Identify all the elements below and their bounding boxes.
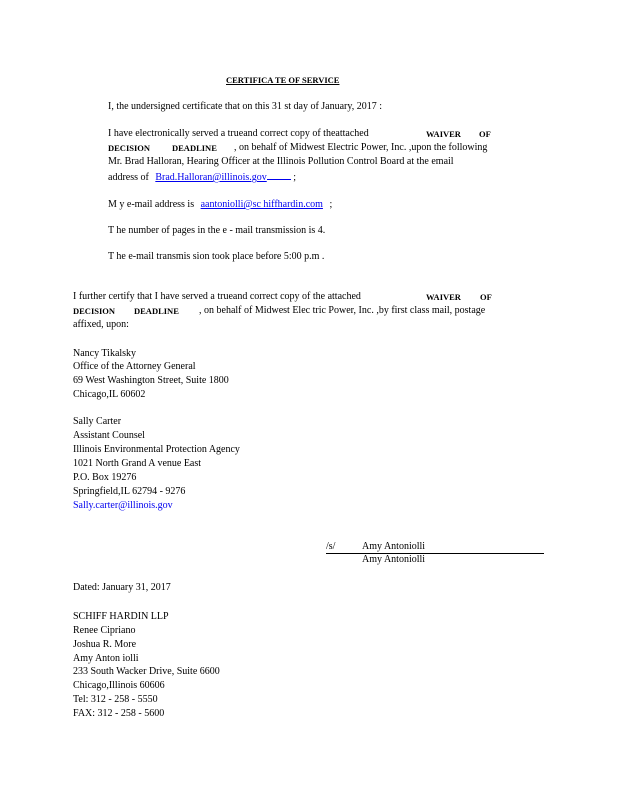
firm-line: Chicago,Illinois 60606: [73, 680, 165, 691]
firm-line: Renee Cipriano: [73, 625, 136, 636]
p1-line4-end: ;: [293, 172, 297, 183]
p2-waiver: WAIVER: [426, 292, 461, 302]
p2-of: OF: [480, 292, 492, 302]
addr2-line: Assistant Counsel: [73, 430, 145, 441]
certificate-title: CERTIFICA TE OF SERVICE: [226, 75, 340, 85]
intro-statement: I, the undersigned certificate that on this 31 st day of January, 2017 :: [108, 101, 382, 112]
p1-deadline: DEADLINE: [172, 143, 217, 153]
p1-line1: [108, 128, 491, 140]
signature-s-mark: /s/: [326, 541, 336, 552]
signature-line: [326, 541, 544, 554]
antoniolli-email-link[interactable]: aantoniolli@sc hiffhardin.com: [200, 199, 323, 210]
p2-deadline: DEADLINE: [134, 306, 179, 316]
addr2-line: Illinois Environmental Protection Agency: [73, 444, 240, 455]
p1-line3: Mr. Brad Halloran, Hearing Officer at the Illinois Pollution Control Board at the email: [108, 156, 454, 167]
page-count-statement: T he number of pages in the e - mail transmission is 4.: [108, 225, 326, 236]
email-underline-pad: [267, 170, 291, 180]
p1-line1-text: I have electronically served a trueand correct copy of theattached: [108, 128, 369, 139]
p1-line4: [108, 170, 296, 184]
addr1-line: 69 West Washington Street, Suite 1800: [73, 375, 229, 386]
p2-line3: affixed, upon:: [73, 319, 129, 330]
p1-of: OF: [479, 129, 491, 139]
addr2-line: P.O. Box 19276: [73, 472, 137, 483]
addr1-line: Chicago,IL 60602: [73, 389, 146, 400]
addr1-line: Nancy Tikalsky: [73, 348, 137, 359]
firm-line: Joshua R. More: [73, 639, 137, 650]
halloran-email-link[interactable]: Brad.Halloran@illinois.gov: [155, 172, 267, 183]
my-email-label: M y e-mail address is: [108, 199, 195, 210]
p1-line2: [108, 142, 532, 155]
transmission-time-statement: T he e-mail transmis sion took place before 5:00 p.m .: [108, 251, 325, 262]
addr2-line: 1021 North Grand A venue East: [73, 458, 202, 469]
p1-address-label: address of: [108, 172, 149, 183]
firm-line: SCHIFF HARDIN LLP: [73, 611, 169, 622]
signatory-printed-name: Amy Antoniolli: [362, 554, 426, 565]
p2-line1-text: I further certify that I have served a trueand correct copy of the attached: [73, 291, 361, 302]
p1-waiver: WAIVER: [426, 129, 461, 139]
firm-line: 233 South Wacker Drive, Suite 6600: [73, 666, 220, 677]
p2-line2-text: , on behalf of Midwest Elec tric Power, Inc. ,by first class mail, postage: [199, 305, 486, 316]
p1-decision: DECISION: [108, 143, 151, 153]
firm-line: FAX: 312 - 258 - 5600: [73, 708, 165, 719]
p2-line2: [73, 305, 532, 318]
addr2-line: Springfield,IL 62794 - 9276: [73, 486, 186, 497]
my-email-end: ;: [329, 199, 333, 210]
p2-decision: DECISION: [73, 306, 116, 316]
my-email-line: [108, 199, 332, 211]
addr1-line: Office of the Attorney General: [73, 361, 196, 372]
firm-line: Tel: 312 - 258 - 5550: [73, 694, 158, 705]
p2-line1: [73, 291, 493, 303]
dated-line: Dated: January 31, 2017: [73, 582, 171, 593]
firm-line: Amy Anton iolli: [73, 653, 139, 664]
sally-carter-email[interactable]: Sally.carter@illinois.gov: [73, 500, 173, 511]
p1-line2-text: , on behalf of Midwest Electric Power, Inc. ,upon the following: [234, 142, 488, 153]
addr2-line: Sally Carter: [73, 416, 122, 427]
signature-name: Amy Antoniolli: [362, 541, 426, 552]
